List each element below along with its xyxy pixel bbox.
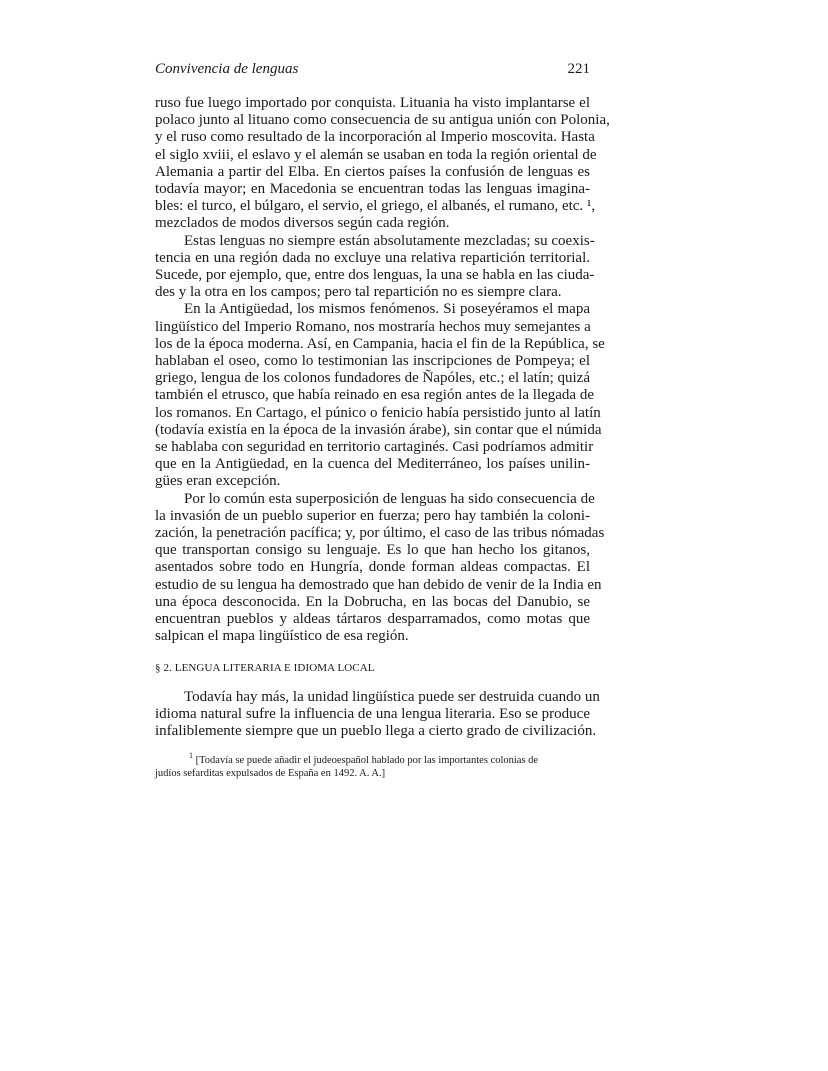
text-line: hablaban el oseo, como lo testimonian las inscripciones de Pompeya; el: [155, 353, 590, 370]
text-line: (todavía existía en la época de la invasión árabe), sin contar que el númida: [155, 421, 602, 438]
text-line: salpican el mapa lingüístico de esa región.: [155, 628, 409, 645]
paragraph: [155, 95, 610, 233]
text-line: ruso fue luego importado por conquista. Lituania ha visto implantarse el: [155, 95, 590, 111]
body-text: [155, 95, 610, 646]
text-line: Todavía hay más, la unidad lingüística puede ser destruida cuando un: [184, 689, 600, 705]
text-line: y el ruso como resultado de la incorporación al Imperio moscovita. Hasta: [155, 129, 595, 146]
running-head: [155, 61, 590, 78]
text-line: Alemania a partir del Elba. En ciertos países la confusión de lenguas es: [155, 163, 590, 180]
section-body-text: [155, 689, 600, 741]
text-line: Sucede, por ejemplo, que, entre dos lenguas, la una se habla en las ciuda-: [155, 267, 595, 284]
paragraph: [155, 232, 595, 302]
paragraph: [155, 490, 605, 646]
text-line: encuentran pueblos y aldeas tártaros desparramados, como motas que: [155, 611, 590, 628]
text-line: zación, la penetración pacífica; y, por último, el caso de las tribus nómadas: [155, 525, 605, 542]
text-line: Estas lenguas no siempre están absolutamente mezcladas; su coexis-: [184, 232, 595, 249]
section-heading: § 2. LENGUA LITERARIA E IDIOMA LOCAL: [155, 662, 375, 674]
text-line: gües eran excepción.: [155, 473, 281, 490]
text-line: todavía mayor; en Macedonia se encuentran todas las lenguas imagina-: [155, 181, 590, 198]
footnote-line: judíos sefarditas expulsados de España en 1492. A. A.]: [155, 767, 386, 779]
text-line: los romanos. En Cartago, el púnico o fenicio había persistido junto al latín: [155, 404, 601, 421]
text-line: el siglo xviii, el eslavo y el alemán se usaban en toda la región oriental de: [155, 146, 597, 163]
paragraph: [155, 689, 600, 741]
text-line: idioma natural sufre la influencia de una lengua literaria. Eso se produce: [155, 706, 590, 723]
text-line: lingüístico del Imperio Romano, nos mostraría hechos muy semejantes a: [155, 318, 591, 335]
text-line: los de la época moderna. Así, en Campania, hacia el fin de la República, se: [155, 335, 605, 352]
footnote-line: [Todavía se puede añadir el judeoespañol hablado por las importantes colonias de: [195, 755, 539, 766]
footnote-marker: 1: [189, 751, 193, 760]
text-line: infaliblemente siempre que un pueblo llega a cierto grado de civilización.: [155, 723, 597, 740]
text-line: también el etrusco, que había reinado en esa región antes de la llegada de: [155, 387, 594, 404]
text-line: bles: el turco, el búlgaro, el servio, el griego, el albanés, el rumano, etc. ¹,: [155, 198, 596, 215]
text-line: polaco junto al lituano como consecuencia de su antigua unión con Polonia,: [155, 112, 610, 129]
text-line: En la Antigüedad, los mismos fenómenos. Si poseyéramos el mapa: [184, 301, 590, 318]
text-line: se hablaba con seguridad en territorio cartaginés. Casi podríamos admitir: [155, 439, 594, 456]
text-line: que en la Antigüedad, en la cuenca del Mediterráneo, los países unilin-: [155, 456, 590, 473]
text-line: des y la otra en los campos; pero tal repartición no es siempre clara.: [155, 284, 562, 301]
text-line: griego, lengua de los colonos fundadores de Ñapóles, etc.; el latín; quizá: [155, 370, 590, 387]
text-line: asentados sobre todo en Hungría, donde forman aldeas compactas. El: [155, 559, 590, 576]
page-number: 221: [567, 61, 590, 77]
text-line: mezclados de modos diversos según cada región.: [155, 215, 450, 232]
text-line: tencia en una región dada no excluye una relativa repartición territorial.: [155, 249, 590, 266]
footnote: [155, 751, 575, 780]
text-line: una época desconocida. En la Dobrucha, en las bocas del Danubio, se: [155, 593, 590, 610]
text-line: que transportan consigo su lenguaje. Es lo que han hecho los gitanos,: [155, 542, 590, 559]
text-line: estudio de su lengua ha demostrado que han debido de venir de la India en: [155, 576, 602, 593]
paragraph: [155, 301, 605, 490]
text-line: la invasión de un pueblo superior en fuerza; pero hay también la coloni-: [155, 507, 590, 524]
text-line: Por lo común esta superposición de lenguas ha sido consecuencia de: [184, 490, 595, 507]
chapter-title: Convivencia de lenguas: [155, 61, 299, 77]
